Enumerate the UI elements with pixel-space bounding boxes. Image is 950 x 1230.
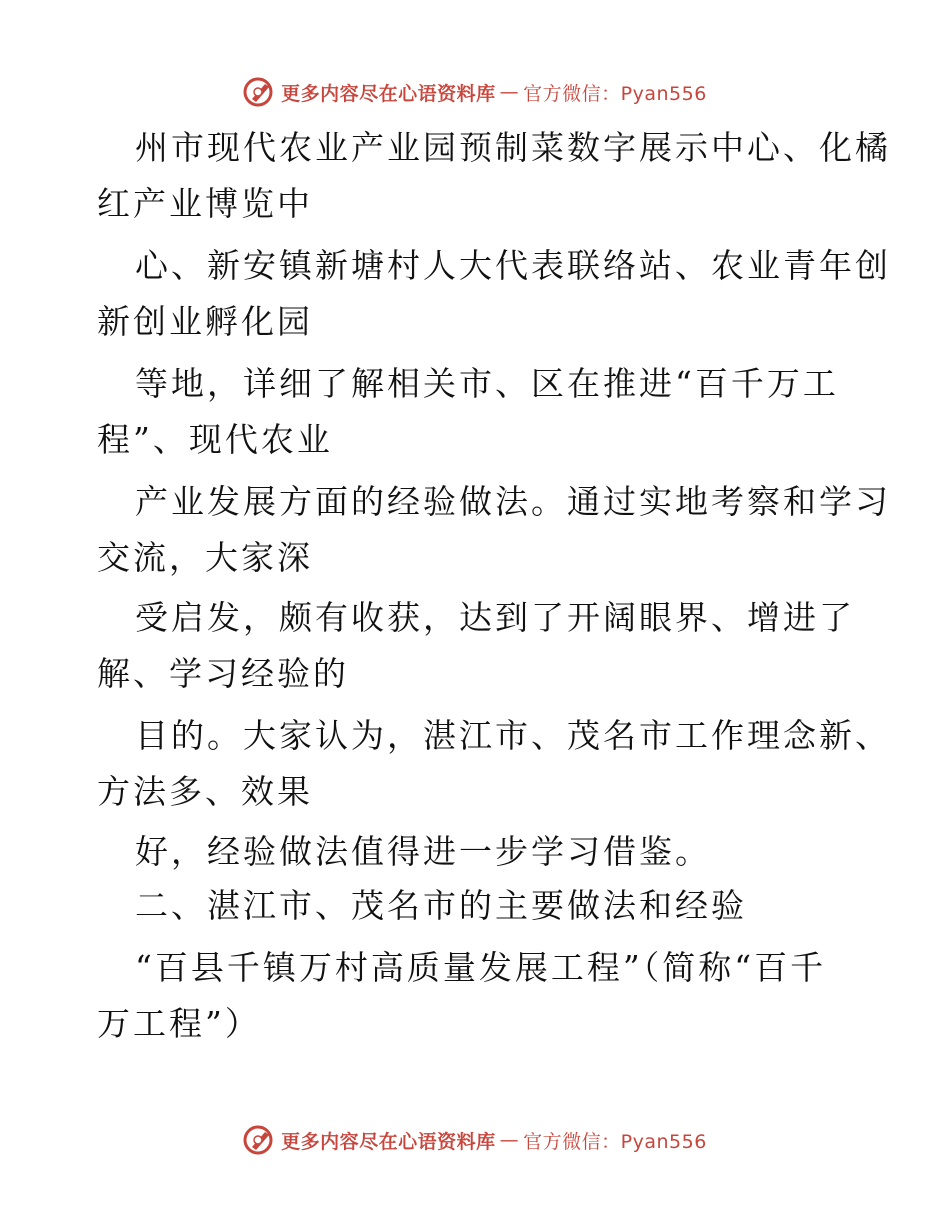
body-line: 等地，详细了解相关市、区在推进“百千万工: [135, 364, 839, 403]
body-line: 红产业博览中: [97, 184, 313, 223]
section-heading: 二、湛江市、茂名市的主要做法和经验: [135, 886, 747, 925]
body-line: 州市现代农业产业园预制菜数字展示中心、化橘: [135, 128, 891, 167]
body-line: 解、学习经验的: [97, 654, 349, 693]
body-line: 受启发，颇有收获，达到了开阔眼界、增进了: [135, 598, 855, 637]
header-watermark: [0, 72, 950, 112]
watermark-account: 官方微信：Pyan556: [523, 82, 707, 105]
body-line: 新创业孵化园: [97, 302, 313, 341]
watermark-separator: —: [499, 81, 520, 103]
body-line: “百县千镇万村高质量发展工程”（简称“百千: [135, 948, 827, 987]
brand-logo-icon: [243, 1123, 277, 1157]
body-line: 心、新安镇新塘村人大代表联络站、农业青年创: [135, 246, 891, 285]
body-line: 目的。大家认为，湛江市、茂名市工作理念新、: [135, 716, 891, 755]
watermark-account: 官方微信：Pyan556: [523, 1130, 707, 1153]
footer-watermark: [0, 1120, 950, 1160]
brand-logo-icon: [243, 75, 277, 109]
watermark-brand: 更多内容尽在心语资料库: [281, 1130, 496, 1153]
watermark-separator: —: [499, 1129, 520, 1151]
body-line: 好，经验做法值得进一步学习借鉴。: [135, 832, 711, 871]
body-line: 方法多、效果: [97, 772, 313, 811]
body-line: 程”、现代农业: [97, 420, 333, 459]
body-line: 万工程”）: [97, 1004, 261, 1043]
body-line: 交流，大家深: [97, 538, 313, 577]
watermark-brand: 更多内容尽在心语资料库: [281, 82, 496, 105]
body-line: 产业发展方面的经验做法。通过实地考察和学习: [135, 482, 891, 521]
